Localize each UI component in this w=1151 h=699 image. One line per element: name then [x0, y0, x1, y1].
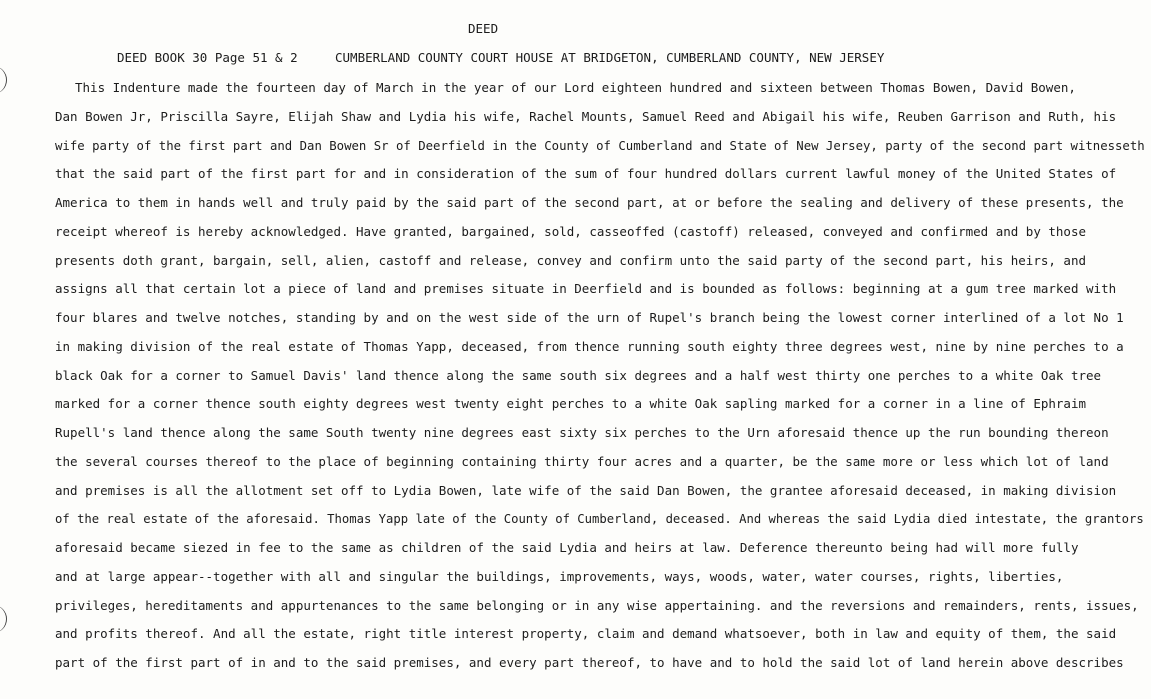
document-title: DEED [468, 21, 499, 36]
deed-body-text [55, 78, 1145, 682]
text-line: America to them in hands well and truly paid by the said part of the second part, at or before the sealing and delivery of these presents, the [55, 195, 1124, 210]
binder-hole-mark [0, 605, 7, 633]
text-line: receipt whereof is hereby acknowledged. Have granted, bargained, sold, casseoffed (castoff) released, conveyed and confirmed and by those [55, 223, 1087, 239]
text-line: of the real estate of the aforesaid. Thomas Yapp late of the County of Cumberland, deceased. And whereas the said Lydia died intestate, the grantors [55, 512, 1144, 527]
text-line: that the said part of the first part for and in consideration of the sum of four hundred dollars current lawful money of the United States of [55, 166, 1117, 182]
document-header [117, 50, 884, 65]
text-line: part of the first part of in and to the said premises, and every part thereof, to have and to hold the said lot of land herein above describes [55, 655, 1124, 670]
recording-location: CUMBERLAND COUNTY COURT HOUSE AT BRIDGETON, CUMBERLAND COUNTY, NEW JERSEY [335, 50, 885, 65]
text-line: black Oak for a corner to Samuel Davis' land thence along the same south six degrees and a half west thirty one perches to a white Oak tree [55, 367, 1102, 383]
text-line: Dan Bowen Jr, Priscilla Sayre, Elijah Shaw and Lydia his wife, Rachel Mounts, Samuel Reed and Abigail his wife, Reuben Garrison and Ruth, his [55, 108, 1117, 124]
text-line: in making division of the real estate of Thomas Yapp, deceased, from thence running south eighty three degrees west, nine by nine perches to a [55, 338, 1124, 354]
text-line: This Indenture made the fourteen day of March in the year of our Lord eighteen hundred and sixteen between Thomas Bowen, David Bowen, [75, 80, 1076, 95]
text-line: aforesaid became siezed in fee to the same as children of the said Lydia and heirs at law. Deference thereunto being had will more fully [55, 540, 1079, 555]
text-line: and profits thereof. And all the estate, right title interest property, claim and demand whatsoever, both in law and equity of them, the said [55, 626, 1117, 642]
text-line: the several courses thereof to the place of beginning containing thirty four acres and a quarter, be the same more or less which lot of land [55, 453, 1109, 469]
text-line: privileges, hereditaments and appurtenances to the same belonging or in any wise appertaining. and the reversions and remainders, rents, issues, [55, 597, 1139, 613]
text-line: presents doth grant, bargain, sell, alien, castoff and release, convey and confirm unto the said party of the second part, his heirs, and [55, 252, 1087, 268]
book-reference: DEED BOOK 30 Page 51 & 2 [117, 50, 298, 65]
text-line: four blares and twelve notches, standing by and on the west side of the urn of Rupel's branch being the lowest corner interlined of a lot No 1 [55, 310, 1124, 325]
text-line: and premises is all the allotment set off to Lydia Bowen, late wife of the said Dan Bowen, the grantee aforesaid deceased, in making division [55, 482, 1117, 498]
text-line: marked for a corner thence south eighty degrees west twenty eight perches to a white Oak sapling marked for a corner in a line of Ephraim [55, 396, 1087, 412]
binder-hole-mark [0, 66, 7, 94]
text-line: wife party of the first part and Dan Bowen Sr of Deerfield in the County of Cumberland and State of New Jersey, party of the second part witnesseth [55, 138, 1145, 153]
text-line: assigns all that certain lot a piece of land and premises situate in Deerfield and is bounded as follows: beginning at a gum tree marked with [55, 281, 1117, 297]
text-line: Rupell's land thence along the same South twenty nine degrees east sixty six perches to the Urn aforesaid thence up the run bounding thereon [55, 425, 1109, 440]
text-line: and at large appear--together with all and singular the buildings, improvements, ways, woods, water, water courses, rights, liberties, [55, 568, 1064, 584]
